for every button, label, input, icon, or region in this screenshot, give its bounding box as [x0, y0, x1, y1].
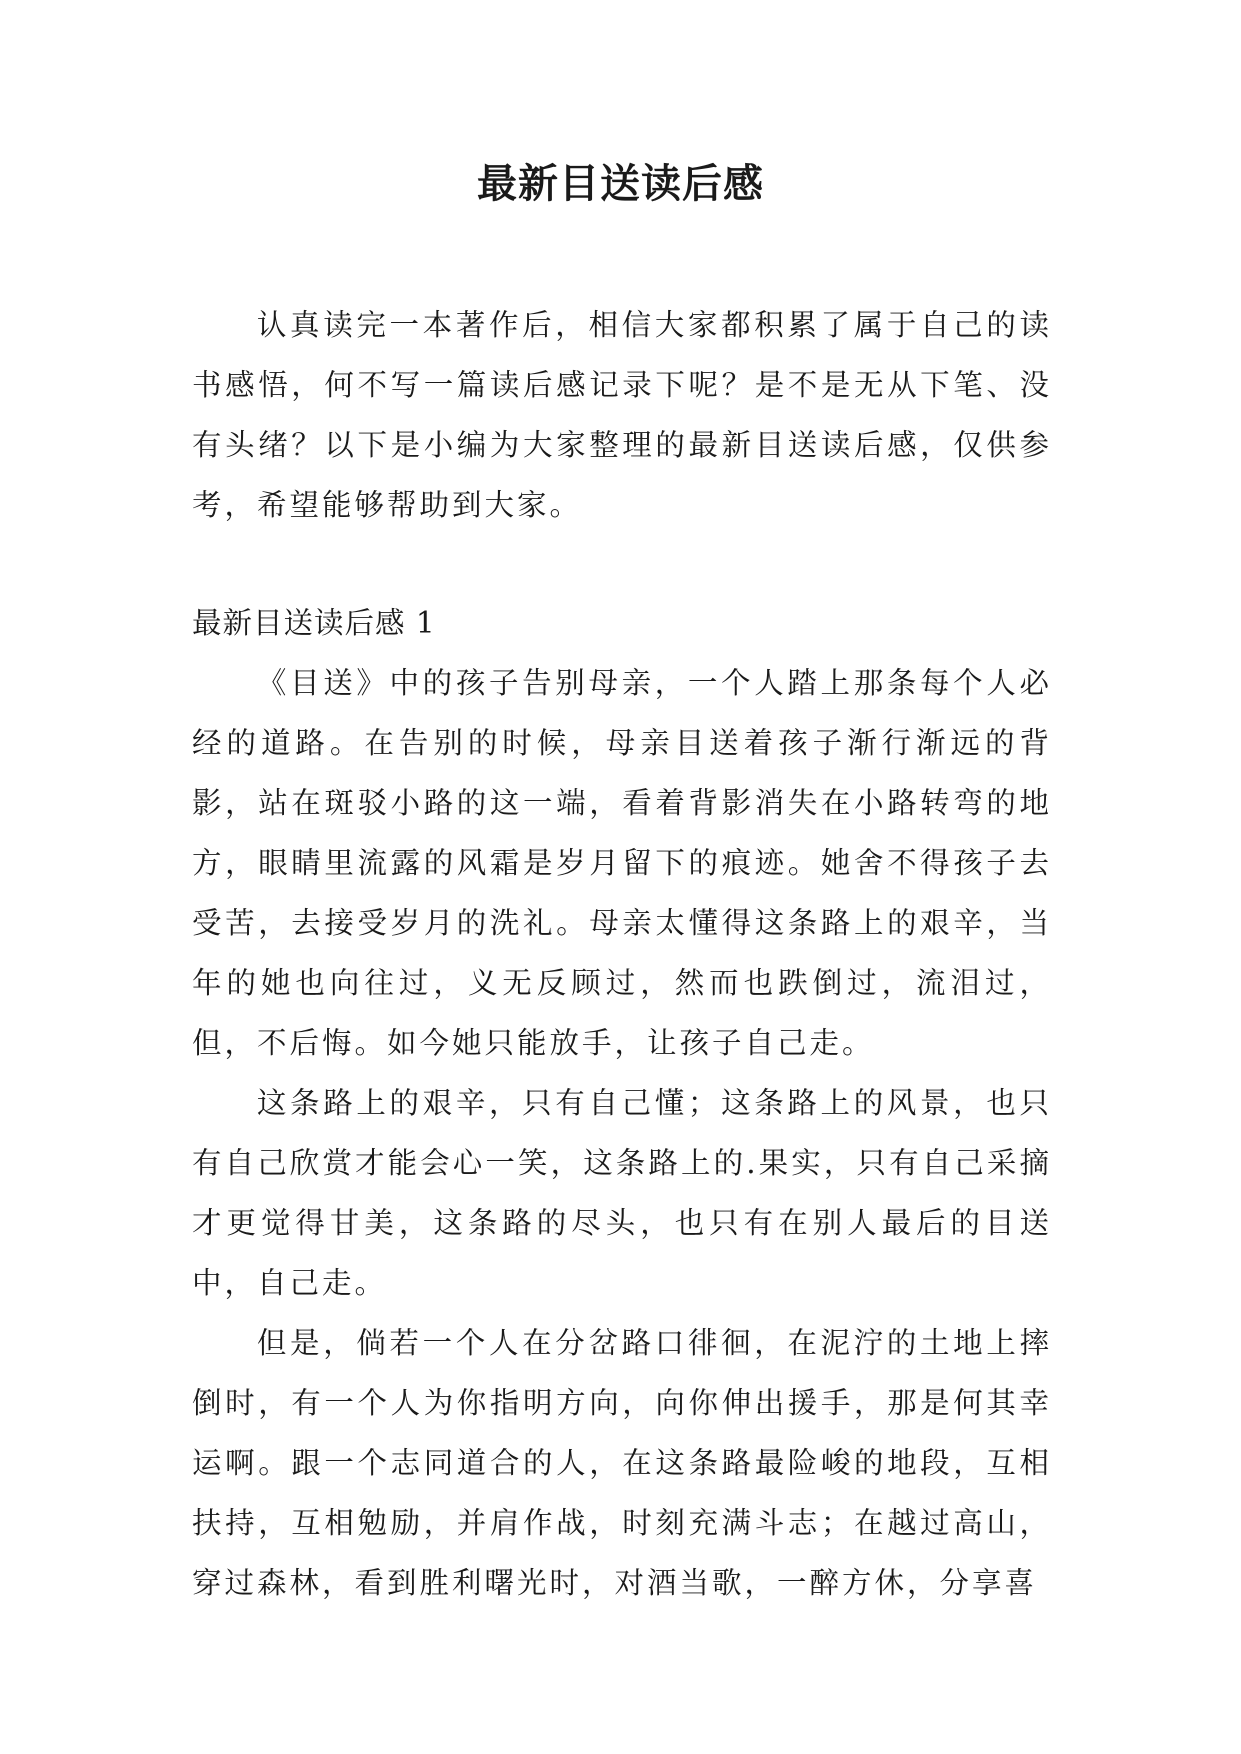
section-1 — [192, 593, 1052, 1613]
document-body — [192, 295, 1052, 1613]
section-paragraph: 但是，倘若一个人在分岔路口徘徊，在泥泞的土地上摔倒时，有一个人为你指明方向，向你伸出援手，那是何其幸运啊。跟一个志同道合的人，在这条路最险峻的地段，互相扶持，互相勉励，并肩作战，时刻充满斗志；在越过高山，穿过森林，看到胜利曙光时，对酒当歌，一醉方休，分享喜 — [192, 1326, 1052, 1600]
intro-paragraph: 认真读完一本著作后，相信大家都积累了属于自己的读书感悟，何不写一篇读后感记录下呢？是不是无从下笔、没有头绪？以下是小编为大家整理的最新目送读后感，仅供参考，希望能够帮助到大家。 — [192, 308, 1052, 522]
section-heading: 最新目送读后感 1 — [192, 606, 436, 640]
document-title: 最新目送读后感 — [477, 160, 764, 207]
section-paragraph: 《目送》中的孩子告别母亲，一个人踏上那条每个人必经的道路。在告别的时候，母亲目送着孩子渐行渐远的背影，站在斑驳小路的这一端，看着背影消失在小路转弯的地方，眼睛里流露的风霜是岁月留下的痕迹。她舍不得孩子去受苦，去接受岁月的洗礼。母亲太懂得这条路上的艰辛，当年的她也向往过，义无反顾过，然而也跌倒过，流泪过，但，不后悔。如今她只能放手，让孩子自己走。 — [192, 666, 1052, 1060]
section-paragraph: 这条路上的艰辛，只有自己懂；这条路上的风景，也只有自己欣赏才能会心一笑，这条路上的.果实，只有自己采摘才更觉得甘美，这条路的尽头，也只有在别人最后的目送中，自己走。 — [192, 1086, 1052, 1300]
